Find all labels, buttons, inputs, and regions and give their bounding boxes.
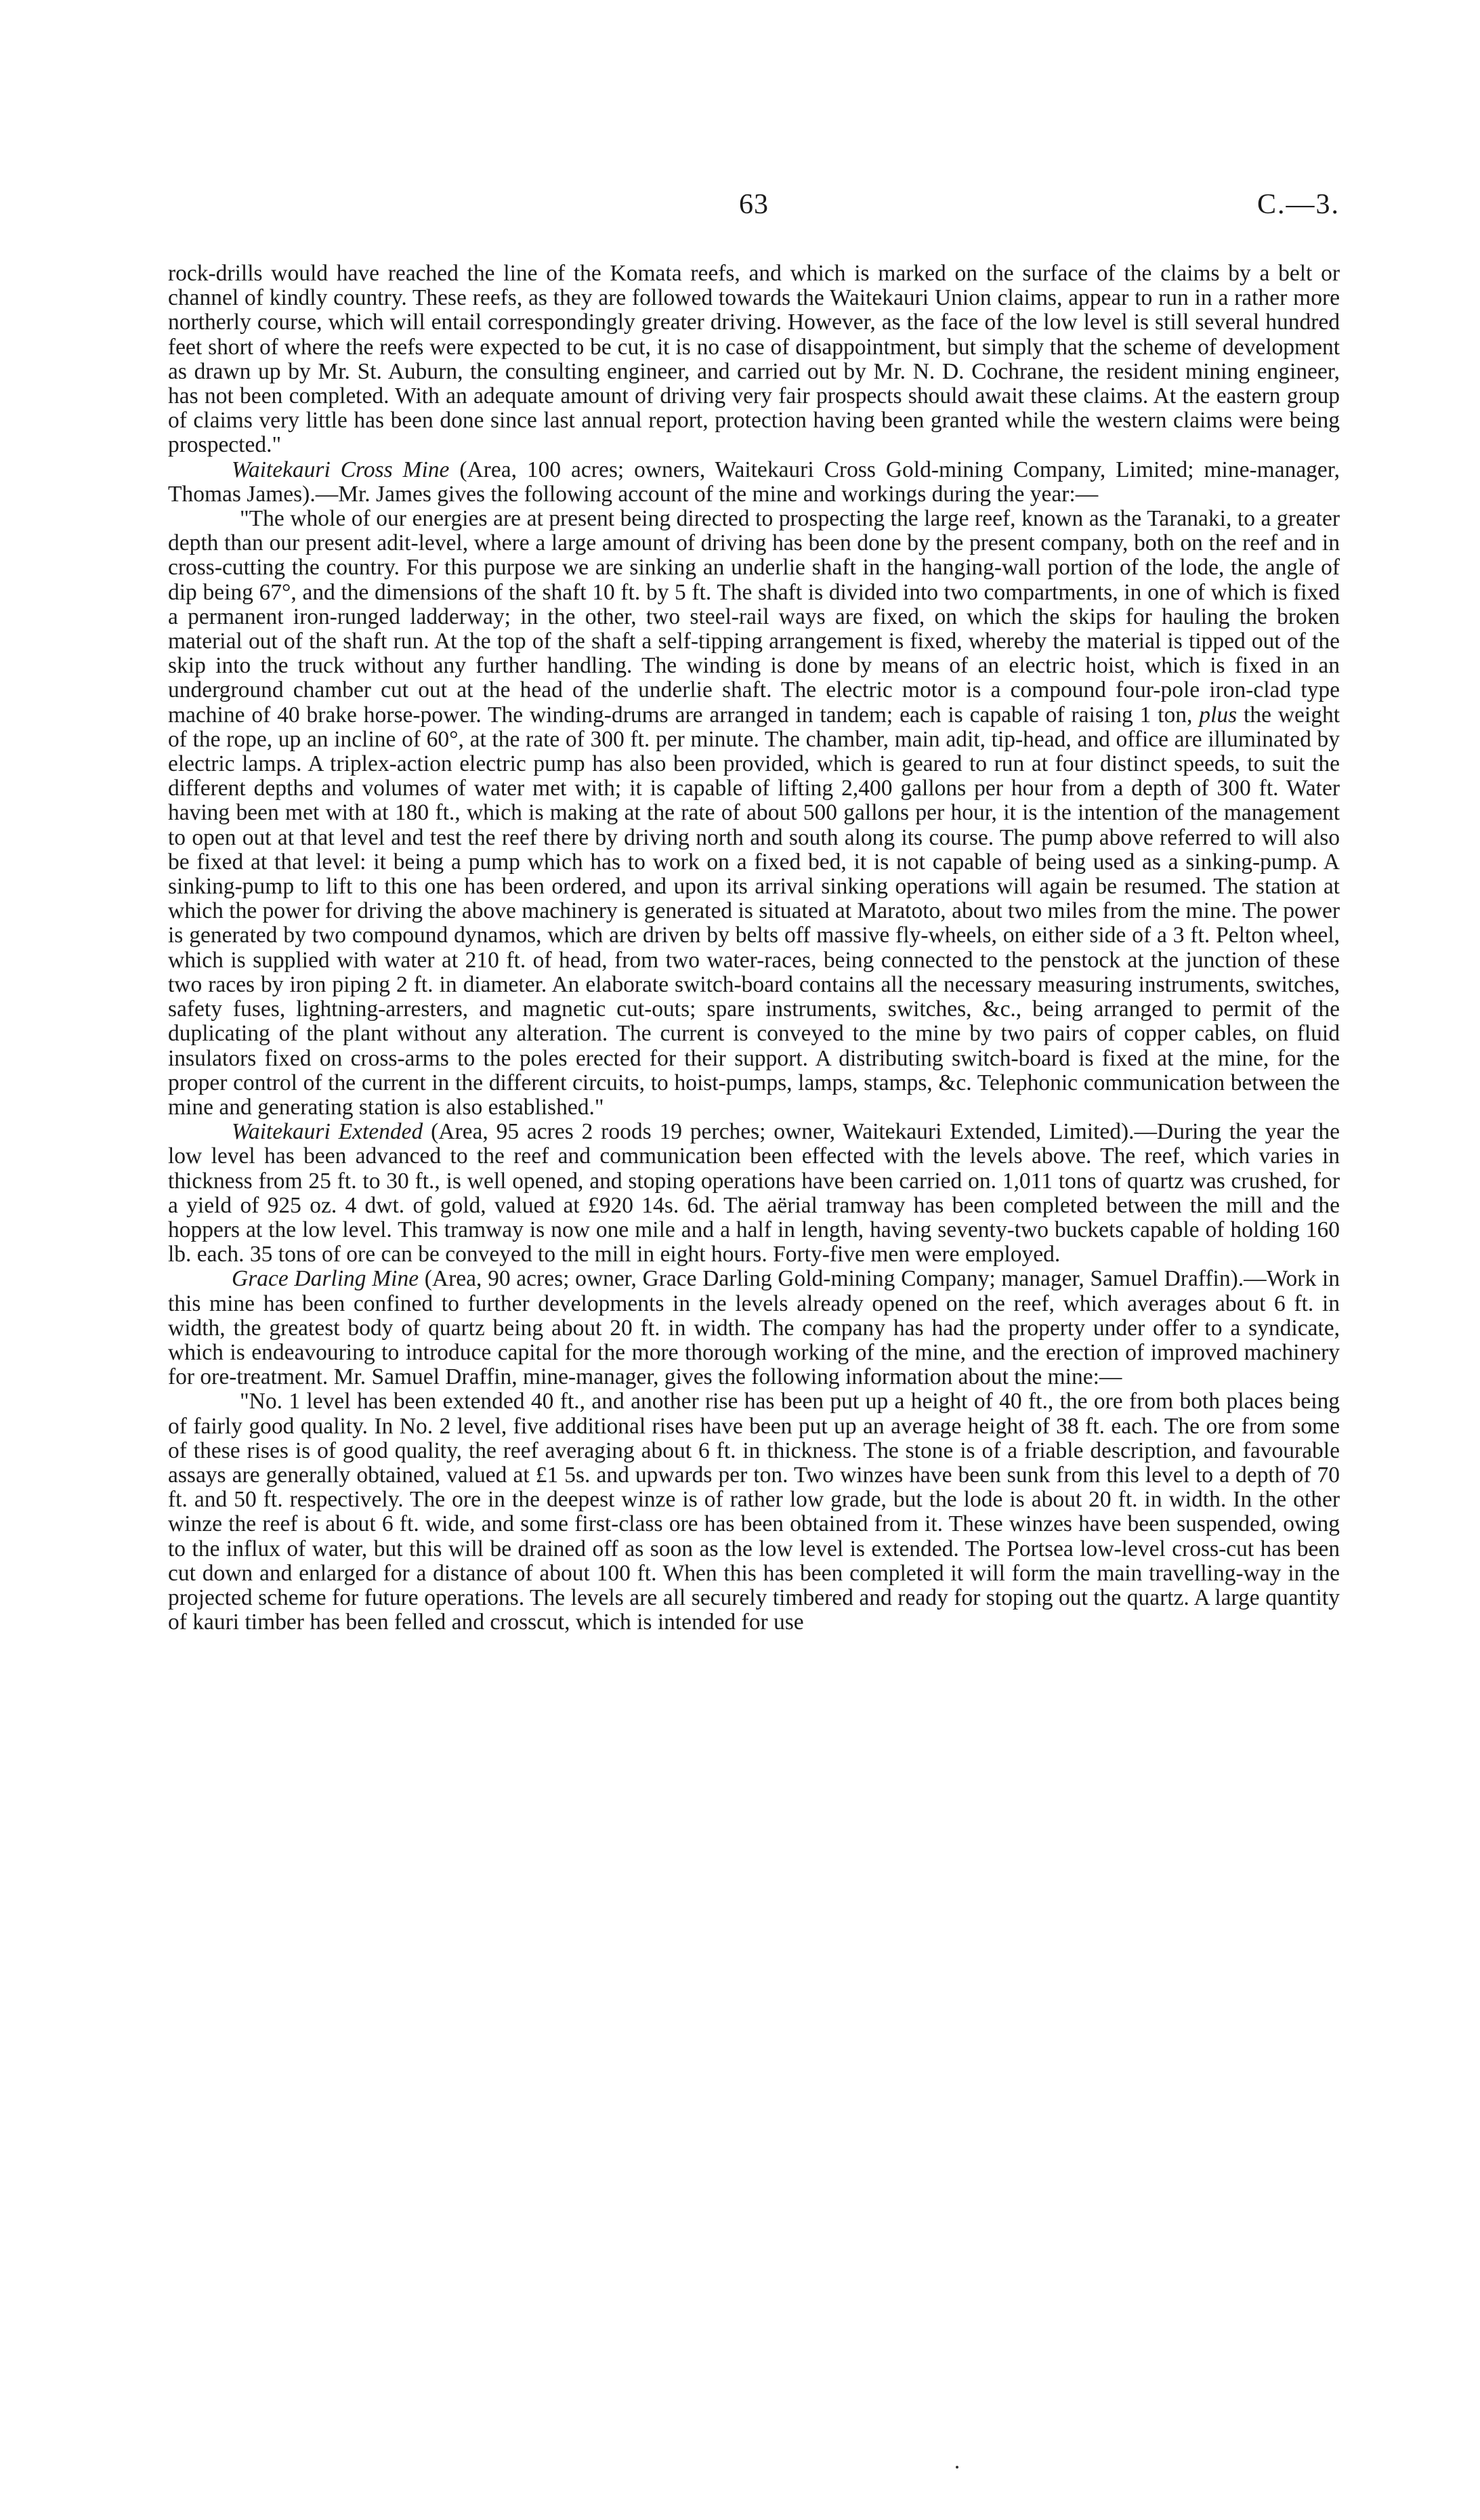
paragraph-james-account <box>168 507 1340 1120</box>
paragraph-waitekauri-cross <box>168 458 1340 507</box>
mine-heading: Waitekauri Cross Mine <box>232 457 450 482</box>
paragraph-draffin-account <box>168 1389 1340 1635</box>
paragraph-text: "No. 1 level has been extended 40 ft., and another rise has been put up a height of 40 ft., the ore from both places being of fairly good quality. In No. 2 level, five additional rises have been put up an average height of 38 ft. each. The ore from some of these rises is of good quality, the reef averaging about 6 ft. in thickness. The stone is of a friable description, and favourable assays are generally obtained, valued at £1 5s. and upwards per ton. Two winzes have been sunk from this level to a depth of 70 ft. and 50 ft. respectively. The ore in the deepest winze is of rather low grade, but the lode is about 20 ft. in width. In the other winze the reef is about 6 ft. wide, and some first-class ore has been obtained from it. These winzes have been suspended, owing to the influx of water, but this will be drained off as soon as the low level is extended. The Portsea low-level cross-cut has been cut down and enlarged for a distance of about 100 ft. When this has been completed it will form the main travelling-way in the projected scheme for future operations. The levels are all securely timbered and ready for stoping out the quartz. A large quantity of kauri timber has been felled and crosscut, which is intended for use <box>168 1389 1340 1635</box>
body-text <box>168 261 1340 1635</box>
paragraph-text: rock-drills would have reached the line of the Komata reefs, and which is marked on the surface of the claims by a belt or channel of kindly country. These reefs, as they are followed towards the Waitekauri Union claims, appear to run in a rather more northerly course, which will entail correspondingly greater driving. However, as the face of the low level is still several hundred feet short of where the reefs were expected to be cut, it is no case of disappointment, but simply that the scheme of development as drawn up by Mr. St. Auburn, the consulting engineer, and carried out by Mr. N. D. Cochrane, the resident mining engineer, has not been completed. With an adequate amount of driving very fair prospects should await these claims. At the eastern group of claims very little has been done since last annual report, protection having been granted while the western claims were being prospected." <box>168 261 1340 458</box>
italic-word: plus <box>1199 702 1238 728</box>
document-code: C.—3. <box>1256 189 1340 220</box>
paragraph-text: (Area, 90 acres; owner, Grace Darling Gold-mining Company; manager, Samuel Draffin).—Work in this mine has been confined to further developments in the levels already opened on the reef, which averages about 6 ft. in width, the greatest body of quartz being about 20 ft. in width. The company has had the property under offer to a syndicate, which is endeavouring to introduce capital for the more thorough working of the mine, and the erection of improved machinery for ore-treatment. Mr. Samuel Draffin, mine-manager, gives the following information about the mine:— <box>168 1266 1340 1390</box>
page-header <box>168 188 1340 229</box>
print-speck <box>956 2466 958 2469</box>
paragraph-text: (Area, 100 acres; owners, Waitekauri Cross Gold-mining Company, Limited; mine-manager, Thomas James).—Mr. James gives the following account of the mine and workings during the year:— <box>168 457 1340 507</box>
paragraph-waitekauri-extended <box>168 1120 1340 1267</box>
paragraph-text-continued: the weight of the rope, up an incline of 60°, at the rate of 300 ft. per minute. The chamber, main adit, tip-head, and office are illuminated by electric lamps. A triplex-action electric pump has also been provided, which is geared to run at four distinct speeds, to suit the different depths and volumes of water met with; it is capable of lifting 2,400 gallons per hour from a depth of 300 ft. Water having been met with at 180 ft., which is making at the rate of about 500 gallons per hour, it is the intention of the management to open out at that level and test the reef there by driving north and south along its course. The pump above referred to will also be fixed at that level: it being a pump which has to work on a fixed bed, it is not capable of being used as a sinking-pump. A sinking-pump to lift to this one has been ordered, and upon its arrival sinking operations will again be resumed. The station at which the power for driving the above machinery is generated is situated at Maratoto, about two miles from the mine. The power is generated by two compound dynamos, which are driven by belts off massive fly-wheels, on either side of a 3 ft. Pelton wheel, which is supplied with water at 210 ft. of head, from two water-races, being connected to the penstock at the junction of these two races by iron piping 2 ft. in diameter. An elaborate switch-board contains all the necessary measuring instruments, switches, safety fuses, lightning-arresters, and magnetic cut-outs; spare instruments, switches, &c., being arranged to permit of the duplicating of the plant without any alteration. The current is conveyed to the mine by two pairs of copper cables, on fluid insulators fixed on cross-arms to the poles erected for their support. A distributing switch-board is fixed at the mine, for the proper control of the current in the different circuits, to hoist-pumps, lamps, stamps, &c. Telephonic communication between the mine and generating station is also established." <box>168 702 1340 1120</box>
page-number: 63 <box>739 189 769 220</box>
paragraph-continuation <box>168 261 1340 458</box>
paragraph-text: "The whole of our energies are at present being directed to prospecting the large reef, known as the Taranaki, to a greater depth than our present adit-level, where a large amount of driving has been done by the present company, both on the reef and in cross-cutting the country. For this purpose we are sinking an underlie shaft in the hanging-wall portion of the lode, the angle of dip being 67°, and the dimensions of the shaft 10 ft. by 5 ft. The shaft is divided into two compartments, in one of which is fixed a permanent iron-runged ladderway; in the other, two steel-rail ways are fixed, on which the skips for hauling the broken material out of the shaft run. At the top of the shaft a self-tipping arrangement is fixed, whereby the material is tipped out of the skip into the truck without any further handling. The winding is done by means of an electric hoist, which is fixed in an underground chamber cut out at the head of the underlie shaft. The electric motor is a compound four-pole iron-clad type machine of 40 brake horse-power. The winding-drums are arranged in tandem; each is capable of raising 1 ton, <box>168 506 1340 728</box>
paragraph-text: (Area, 95 acres 2 roods 19 perches; owner, Waitekauri Extended, Limited).—During the year the low level has been advanced to the reef and communication been effected with the levels above. The reef, which varies in thickness from 25 ft. to 30 ft., is well opened, and stoping operations have been carried on. 1,011 tons of quartz was crushed, for a yield of 925 oz. 4 dwt. of gold, valued at £920 14s. 6d. The aërial tramway has been completed between the mill and the hoppers at the low level. This tramway is now one mile and a half in length, having seventy-two buckets capable of holding 160 lb. each. 35 tons of ore can be conveyed to the mill in eight hours. Forty-five men were employed. <box>168 1119 1340 1267</box>
mine-heading: Grace Darling Mine <box>232 1266 419 1292</box>
paragraph-grace-darling <box>168 1267 1340 1389</box>
mine-heading: Waitekauri Extended <box>232 1119 423 1145</box>
